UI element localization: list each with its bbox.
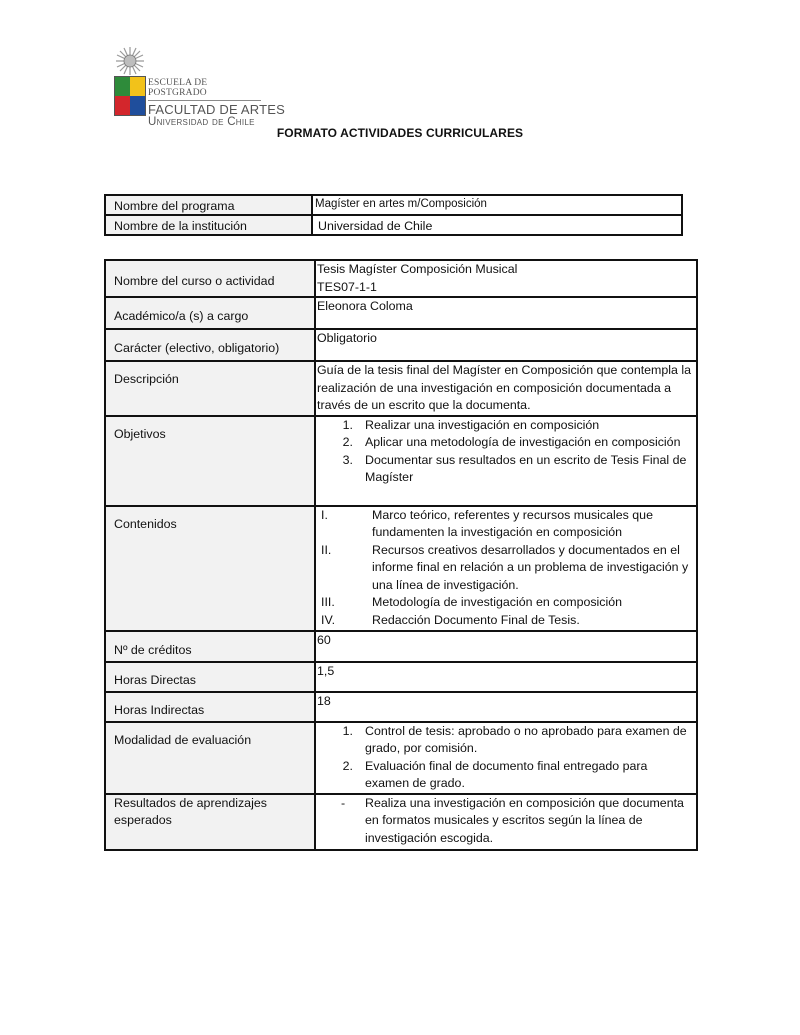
table-row: [105, 662, 697, 692]
table-row: [105, 416, 697, 506]
course-info-table: [104, 259, 698, 851]
table-row: [105, 361, 697, 416]
course-name-label: Nombre del curso o actividad: [105, 260, 315, 297]
credits-label: Nº de créditos: [105, 631, 315, 662]
evaluation-label: Modalidad de evaluación: [105, 722, 315, 794]
list-item: IV. Redacción Documento Final de Tesis.: [321, 612, 580, 627]
coat-of-arms-icon: [114, 76, 146, 116]
objectives-label: Objetivos: [105, 416, 315, 506]
outcomes-label: Resultados de aprendizajes esperados: [105, 794, 315, 850]
institution-name-value: Universidad de Chile: [312, 215, 682, 235]
program-name-value: Magíster en artes m/Composición: [312, 195, 682, 215]
academic-label: Académico/a (s) a cargo: [105, 297, 315, 329]
indirect-hours-label: Horas Indirectas: [105, 692, 315, 722]
contents-value: [315, 506, 697, 631]
list-item: 2. Evaluación final de documento final entregado para examen de grado.: [342, 758, 648, 790]
credits-value: 60: [315, 631, 697, 662]
list-item: 1. Realizar una investigación en composición: [342, 417, 600, 432]
character-value: Obligatorio: [315, 329, 697, 361]
table-row: [105, 631, 697, 662]
table-row: [105, 260, 697, 297]
list-item: II. Recursos creativos desarrollados y documentados en el informe final en relación a un problema de investigación y una línea de investigación.: [321, 542, 689, 592]
evaluation-value: [315, 722, 697, 794]
list-item: 2. Aplicar una metodología de investigación en composición: [342, 435, 681, 449]
list-item: - Realiza una investigación en composición que documenta en formatos musicales y escritos según la línea de investigación escogida.: [341, 795, 684, 845]
list-item: I. Marco teórico, referentes y recursos musicales que fundamenten la investigación en composición: [321, 507, 653, 539]
indirect-hours-value: 18: [315, 692, 697, 722]
table-row: [105, 297, 697, 329]
table-row: [105, 195, 682, 215]
objectives-list: [317, 417, 694, 487]
description-value: Guía de la tesis final del Magíster en Composición que contempla la realización de una investigación en composición documentada a través de un escrito que la documenta.: [315, 361, 697, 416]
academic-value: Eleonora Coloma: [315, 297, 697, 329]
objectives-value: [315, 416, 697, 506]
table-row: [105, 794, 697, 850]
evaluation-list: [317, 723, 694, 793]
character-label: Carácter (electivo, obligatorio): [105, 329, 315, 361]
direct-hours-value: 1,5: [315, 662, 697, 692]
logo-university-name: Universidad de Chile: [148, 116, 255, 128]
contents-label: Contenidos: [105, 506, 315, 631]
logo-faculty-name: FACULTAD DE ARTES: [148, 102, 286, 117]
course-name-value: [315, 260, 697, 297]
logo-school-name: ESCUELA DE POSTGRADO: [148, 79, 261, 101]
contents-list: [317, 507, 694, 630]
course-code: TES07-1-1: [317, 279, 377, 294]
list-item: 1. Control de tesis: aprobado o no aprobado para examen de grado, por comisión.: [342, 723, 687, 755]
university-logo: [112, 46, 312, 128]
star-emblem-icon: [115, 46, 145, 76]
program-name-label: Nombre del programa: [105, 195, 312, 215]
course-name-title: Tesis Magíster Composición Musical: [317, 262, 518, 276]
table-row: [105, 722, 697, 794]
table-row: [105, 329, 697, 361]
outcomes-list: [317, 795, 694, 848]
table-row: [105, 215, 682, 235]
list-item: 3. Documentar sus resultados en un escrito de Tesis Final de Magíster: [342, 452, 687, 484]
institution-name-label: Nombre de la institución: [105, 215, 312, 235]
table-row: [105, 506, 697, 631]
document-title: FORMATO ACTIVIDADES CURRICULARES: [276, 126, 524, 140]
list-item: III. Metodología de investigación en composición: [321, 595, 623, 609]
table-row: [105, 692, 697, 722]
description-label: Descripción: [105, 361, 315, 416]
outcomes-value: [315, 794, 697, 850]
program-info-table: [104, 194, 683, 236]
direct-hours-label: Horas Directas: [105, 662, 315, 692]
